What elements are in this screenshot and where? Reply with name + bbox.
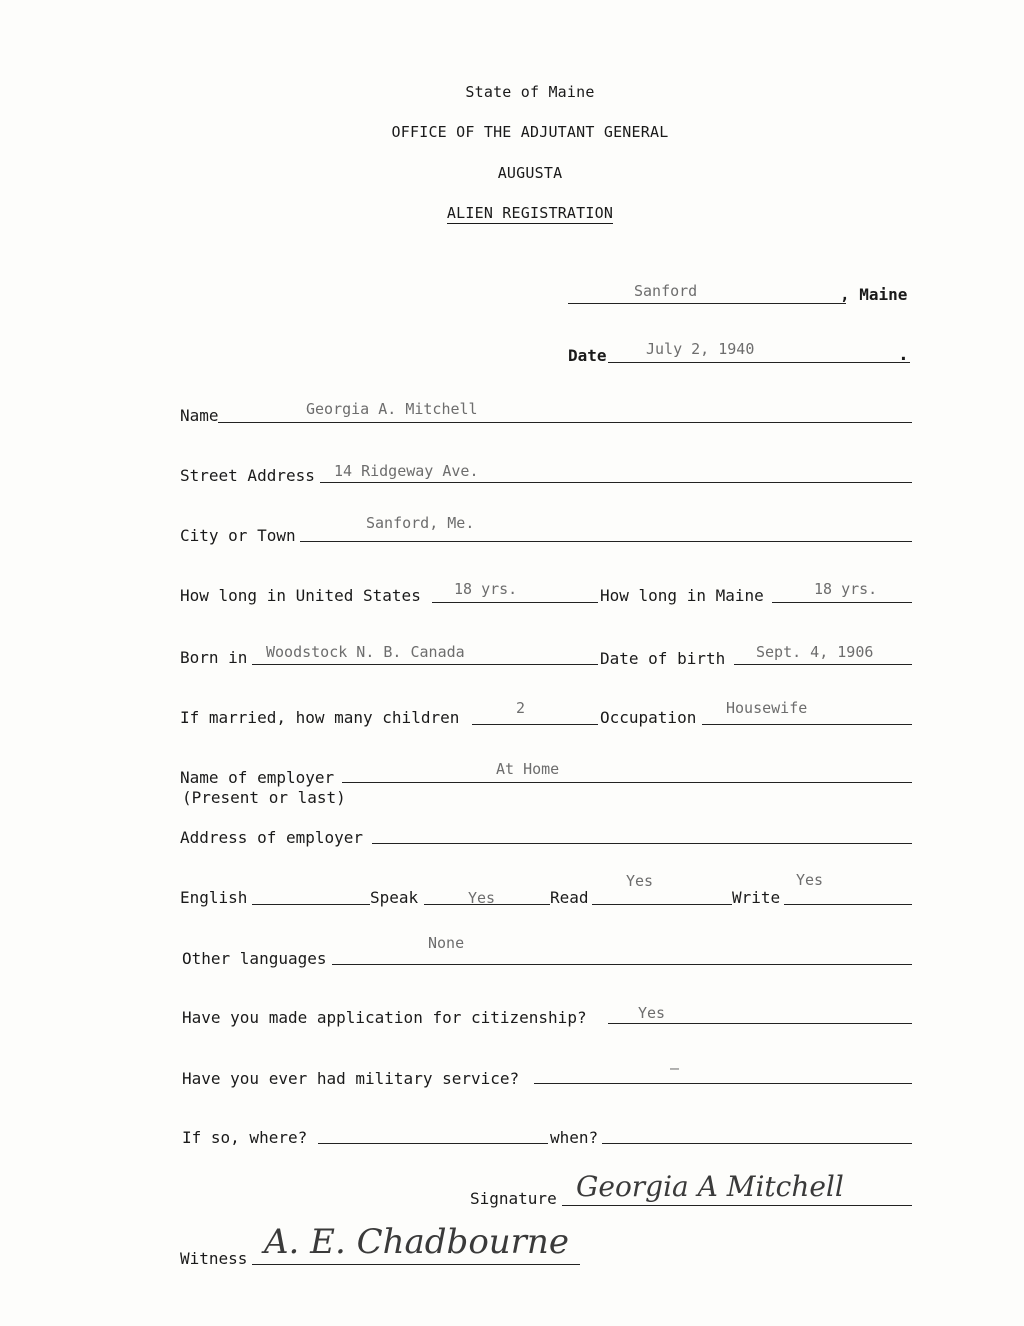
read-label: Read xyxy=(550,888,589,907)
dob-label: Date of birth xyxy=(600,649,726,668)
office-heading: OFFICE OF THE ADJUTANT GENERAL xyxy=(391,123,669,141)
employer-line xyxy=(342,782,912,783)
employer-label: Name of employer xyxy=(180,768,335,787)
occupation-label: Occupation xyxy=(600,708,697,727)
children-label: If married, how many children xyxy=(180,708,460,727)
form-title xyxy=(0,204,1024,222)
other-languages-label: Other languages xyxy=(182,949,327,968)
military-value: — xyxy=(670,1059,680,1077)
citizenship-label: Have you made application for citizenship? xyxy=(182,1008,587,1027)
when-label: when? xyxy=(550,1128,599,1147)
dob-value: Sept. 4, 1906 xyxy=(756,643,874,661)
read-value: Yes xyxy=(626,872,654,890)
occupation-line xyxy=(702,724,912,725)
read-line xyxy=(592,904,732,905)
witness-handwriting: A. E. Chadbourne xyxy=(264,1222,569,1262)
english-line xyxy=(252,904,370,905)
me-duration-line xyxy=(772,602,912,603)
occupation-value: Housewife xyxy=(726,699,808,717)
witness-line xyxy=(252,1264,580,1265)
signature-handwriting: Georgia A Mitchell xyxy=(576,1170,844,1203)
city-label: City or Town xyxy=(180,526,296,545)
signature-label: Signature xyxy=(470,1189,557,1208)
place-line xyxy=(568,303,846,304)
me-duration-value: 18 yrs. xyxy=(814,580,878,598)
date-end: . xyxy=(898,344,909,365)
military-line xyxy=(534,1083,912,1084)
dob-line xyxy=(734,664,912,665)
military-label: Have you ever had military service? xyxy=(182,1069,520,1088)
employer-address-label: Address of employer xyxy=(180,828,364,847)
citizenship-value: Yes xyxy=(638,1004,666,1022)
born-in-label: Born in xyxy=(180,648,248,667)
english-label: English xyxy=(180,888,248,907)
witness-label: Witness xyxy=(180,1249,248,1268)
employer-sublabel: (Present or last) xyxy=(182,788,346,807)
me-duration-label: How long in Maine xyxy=(600,586,764,605)
citizenship-line xyxy=(608,1023,912,1024)
employer-address-line xyxy=(372,843,912,844)
other-languages-value: None xyxy=(428,934,465,952)
street-label: Street Address xyxy=(180,466,315,485)
write-label: Write xyxy=(732,888,781,907)
us-duration-value: 18 yrs. xyxy=(454,580,518,598)
write-value: Yes xyxy=(796,871,824,889)
date-label: Date xyxy=(568,346,607,365)
city-line xyxy=(300,541,912,542)
children-line xyxy=(472,724,598,725)
other-languages-line xyxy=(332,964,912,965)
place-suffix: , Maine xyxy=(840,285,908,304)
born-in-value: Woodstock N. B. Canada xyxy=(266,643,465,661)
speak-label: Speak xyxy=(370,888,419,907)
employer-value: At Home xyxy=(496,760,560,778)
name-line xyxy=(218,422,912,423)
street-value: 14 Ridgeway Ave. xyxy=(334,462,479,480)
form-title-text: ALIEN REGISTRATION xyxy=(446,204,614,222)
place-value: Sanford xyxy=(634,282,698,300)
name-value: Georgia A. Mitchell xyxy=(306,400,478,418)
born-in-line xyxy=(252,664,598,665)
write-line xyxy=(784,904,912,905)
date-line xyxy=(608,362,910,363)
signature-line xyxy=(562,1205,912,1206)
us-duration-line xyxy=(432,602,598,603)
state-heading: State of Maine xyxy=(465,83,595,101)
city-value: Sanford, Me. xyxy=(366,514,475,532)
name-label: Name xyxy=(180,406,219,425)
when-line xyxy=(602,1143,912,1144)
date-value: July 2, 1940 xyxy=(646,340,755,358)
where-label: If so, where? xyxy=(182,1128,308,1147)
us-duration-label: How long in United States xyxy=(180,586,421,605)
speak-value: Yes xyxy=(468,889,496,907)
children-value: 2 xyxy=(516,699,526,717)
where-line xyxy=(318,1143,548,1144)
city-heading: AUGUSTA xyxy=(497,164,563,182)
street-line xyxy=(320,482,912,483)
